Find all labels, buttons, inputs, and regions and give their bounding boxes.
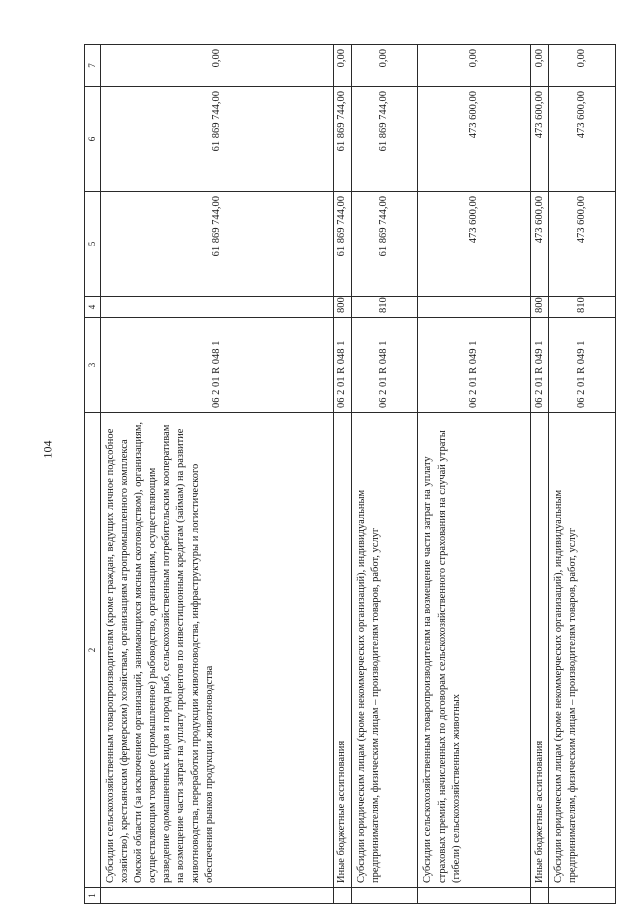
row-type-cell xyxy=(418,297,531,318)
row-value-7-cell: 0,00 xyxy=(549,45,616,87)
row-code-cell: 06 2 01 R 048 1 xyxy=(100,318,333,413)
row-name-cell: Субсидии юридическим лицам (кроме некоммерческих организаций), индивидуальным предпринимателям, физическим лицам – производителям товаров, работ, услуг xyxy=(549,413,616,888)
table-header-row xyxy=(85,45,101,904)
row-type-cell: 810 xyxy=(351,297,418,318)
row-name-cell: Субсидии сельскохозяйственным товаропроизводителям на возмещение части затрат на уплату страховых премий, начисленных по договорам сельскохозяйственного страхования на случай утраты (гибели) сельскохозяйственных животных xyxy=(418,413,531,888)
row-value-7-cell: 0,00 xyxy=(351,45,418,87)
row-name-cell: Иные бюджетные ассигнования xyxy=(531,413,549,888)
row-value-6-cell: 61 869 744,00 xyxy=(351,87,418,192)
row-value-7-cell: 0,00 xyxy=(100,45,333,87)
row-value-5-cell: 473 600,00 xyxy=(418,192,531,297)
row-value-7-cell: 0,00 xyxy=(531,45,549,87)
header-col-5: 5 xyxy=(85,192,101,297)
row-code-cell: 06 2 01 R 049 1 xyxy=(531,318,549,413)
budget-table-rotated xyxy=(84,44,616,904)
row-value-5-cell: 473 600,00 xyxy=(549,192,616,297)
table-row xyxy=(531,45,549,904)
row-code-cell: 06 2 01 R 049 1 xyxy=(418,318,531,413)
row-value-5-cell: 61 869 744,00 xyxy=(351,192,418,297)
row-type-cell xyxy=(100,297,333,318)
row-value-6-cell: 61 869 744,00 xyxy=(333,87,351,192)
header-col-6: 6 xyxy=(85,87,101,192)
row-code-cell: 06 2 01 R 049 1 xyxy=(549,318,616,413)
row-index-cell xyxy=(351,888,418,904)
row-code-cell: 06 2 01 R 048 1 xyxy=(333,318,351,413)
table-row xyxy=(351,45,418,904)
row-value-6-cell: 61 869 744,00 xyxy=(100,87,333,192)
row-index-cell xyxy=(418,888,531,904)
row-value-7-cell: 0,00 xyxy=(333,45,351,87)
row-value-6-cell: 473 600,00 xyxy=(531,87,549,192)
row-type-cell: 800 xyxy=(531,297,549,318)
row-value-7-cell: 0,00 xyxy=(418,45,531,87)
table-row xyxy=(333,45,351,904)
row-value-6-cell: 473 600,00 xyxy=(549,87,616,192)
row-name-cell: Субсидии юридическим лицам (кроме некоммерческих организаций), индивидуальным предпринимателям, физическим лицам – производителям товаров, работ, услуг xyxy=(351,413,418,888)
table-row xyxy=(418,45,531,904)
row-index-cell xyxy=(549,888,616,904)
row-name-cell: Иные бюджетные ассигнования xyxy=(333,413,351,888)
row-value-5-cell: 61 869 744,00 xyxy=(333,192,351,297)
row-value-5-cell: 473 600,00 xyxy=(531,192,549,297)
budget-table xyxy=(84,44,616,904)
row-index-cell xyxy=(531,888,549,904)
header-col-1: 1 xyxy=(85,888,101,904)
header-col-7: 7 xyxy=(85,45,101,87)
table-row xyxy=(100,45,333,904)
header-col-2: 2 xyxy=(85,413,101,888)
row-type-cell: 800 xyxy=(333,297,351,318)
header-col-3: 3 xyxy=(85,318,101,413)
page-number: 104 xyxy=(40,440,55,459)
row-name-cell: Субсидии сельскохозяйственным товаропроизводителям (кроме граждан, ведущих личное подсобное хозяйство), крестьянским (фермерским) хозяйствам, организациям агропромышленного комплекса Омской области (за исключением организаций, занимающихся мясным скотоводством), организациям, осуществляющим товарное (промышленное) рыбоводство, организациям, осуществляющим разведение одомашненных видов и пород рыб, сельскохозяйственным потребительским кооперативам на возмещение части затрат на уплату процентов по инвестиционным кредитам (займам) на развитие животноводства, переработки продукции животноводства, инфраструктуры и логистического обеспечения рынков продукции животноводства xyxy=(100,413,333,888)
header-col-4: 4 xyxy=(85,297,101,318)
table-row xyxy=(549,45,616,904)
row-index-cell xyxy=(333,888,351,904)
row-value-5-cell: 61 869 744,00 xyxy=(100,192,333,297)
row-type-cell: 810 xyxy=(549,297,616,318)
row-value-6-cell: 473 600,00 xyxy=(418,87,531,192)
row-code-cell: 06 2 01 R 048 1 xyxy=(351,318,418,413)
row-index-cell xyxy=(100,888,333,904)
